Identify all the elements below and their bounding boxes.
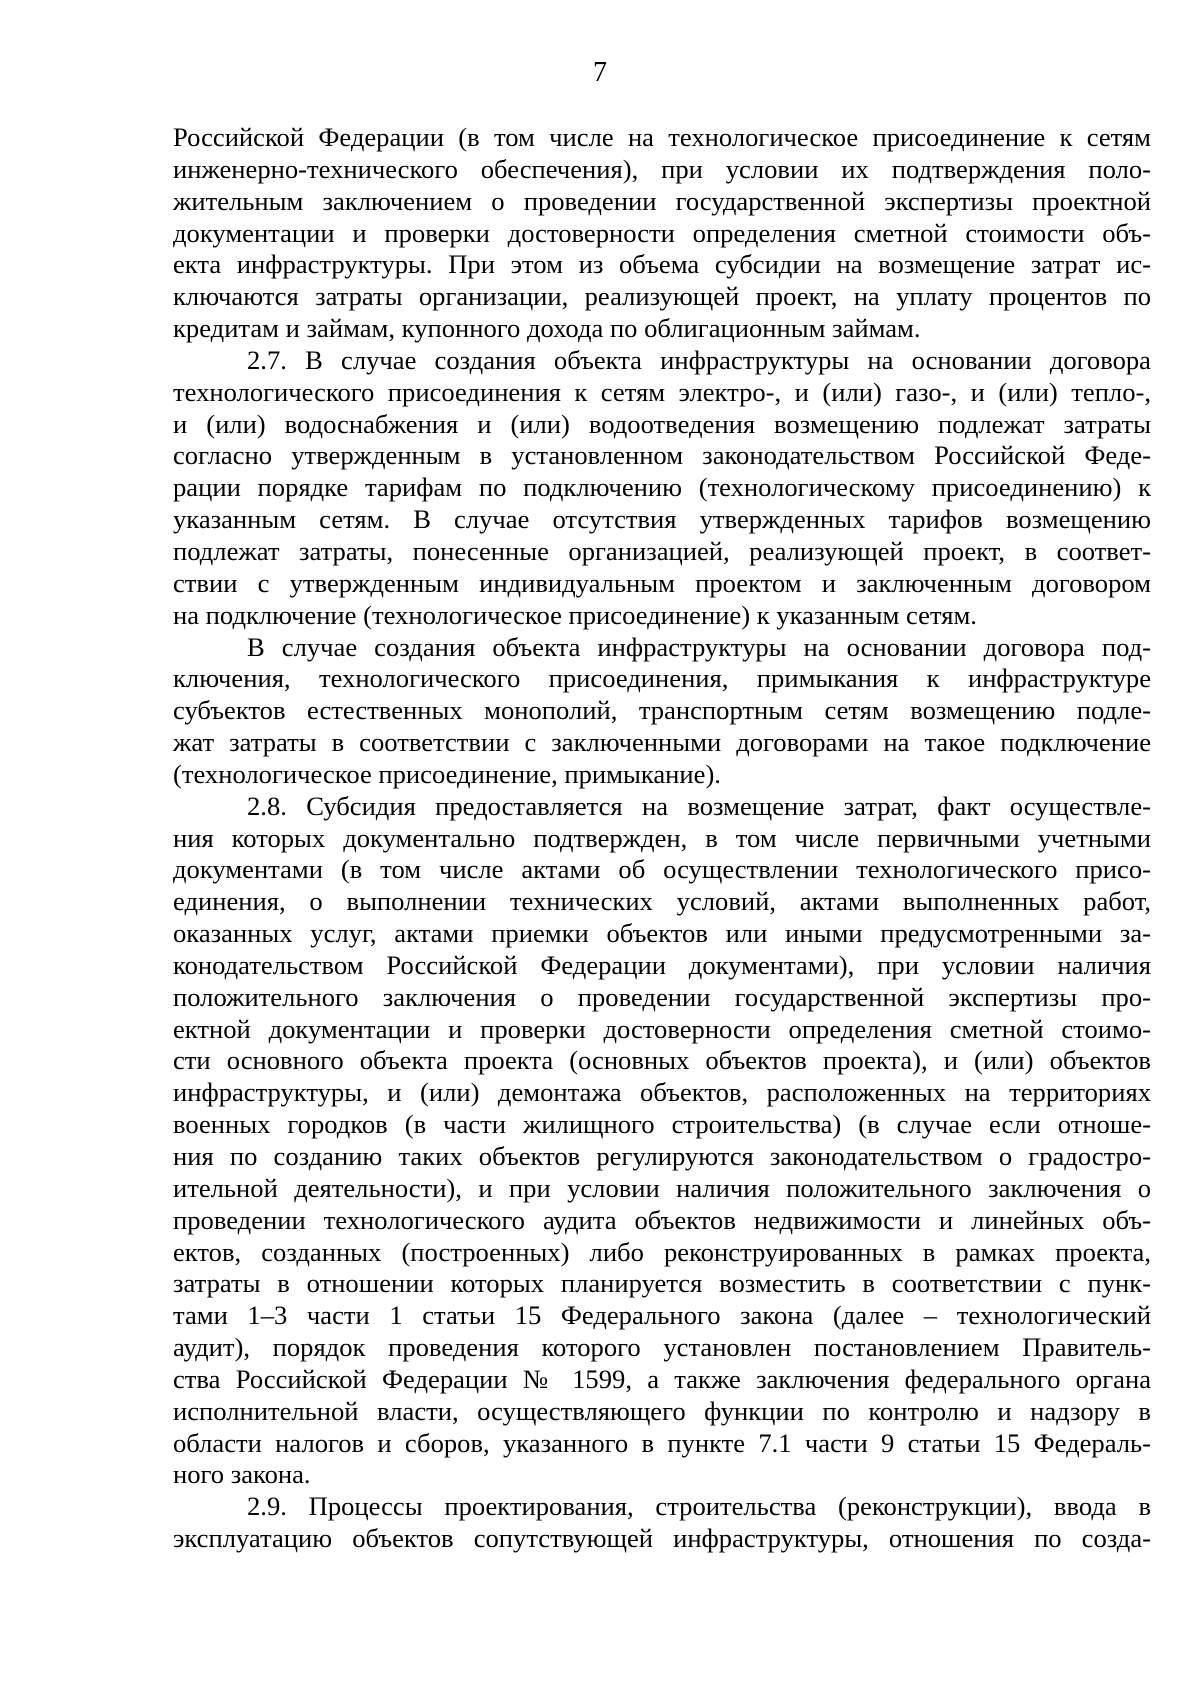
text-line: военных городков (в части жилищного строительства) (в случае если отноше- — [173, 1109, 1151, 1140]
text-line: документами (в том числе актами об осуществлении технологического присо- — [173, 854, 1151, 885]
text-line: тами 1–3 части 1 статьи 15 Федерального закона (далее – технологический — [173, 1300, 1151, 1331]
text-line: (технологическое присоединение, примыкание). — [173, 758, 721, 789]
text-line: екта инфраструктуры. При этом из объема субсидии на возмещение затрат ис- — [173, 249, 1151, 280]
text-line: ключаются затраты организации, реализующей проект, на уплату процентов по — [173, 281, 1151, 312]
text-line: субъектов естественных монополий, транспортным сетям возмещению подле- — [173, 695, 1151, 726]
text-line: кредитам и займам, купонного дохода по облигационным займам. — [173, 313, 921, 344]
text-line: ствии с утвержденным индивидуальным проектом и заключенным договором — [173, 567, 1151, 598]
text-line: рации порядке тарифам по подключению (технологическому присоединению) к — [173, 472, 1151, 503]
text-line: на подключение (технологическое присоединение) к указанным сетям. — [173, 599, 977, 630]
text-line: ключения, технологического присоединения, примыкания к инфраструктуре — [173, 663, 1151, 694]
text-line: конодательством Российской Федерации документами), при условии наличия — [173, 949, 1151, 980]
text-line: затраты в отношении которых планируется возместить в соответствии с пунк- — [173, 1268, 1151, 1299]
text-line: ства Российской Федерации № 1599, а также заключения федерального органа — [173, 1363, 1151, 1394]
text-line: 2.9. Процессы проектирования, строительства (реконструкции), ввода в — [247, 1491, 1151, 1522]
text-line: 2.7. В случае создания объекта инфраструктуры на основании договора — [247, 344, 1151, 375]
text-line: области налогов и сборов, указанного в пункте 7.1 части 9 статьи 15 Федераль- — [173, 1427, 1151, 1458]
text-line: Российской Федерации (в том числе на технологическое присоединение к сетям — [173, 122, 1151, 152]
text-line: подлежат затраты, понесенные организацией, реализующей проект, в соответ- — [173, 535, 1151, 566]
text-line: указанным сетям. В случае отсутствия утвержденных тарифов возмещению — [173, 504, 1151, 535]
text-line: 2.8. Субсидия предоставляется на возмещение затрат, факт осуществле- — [247, 790, 1151, 821]
text-line: исполнительной власти, осуществляющего функции по контролю и надзору в — [173, 1395, 1151, 1426]
text-line: положительного заключения о проведении государственной экспертизы про- — [173, 981, 1151, 1012]
text-line: проведении технологического аудита объектов недвижимости и линейных объ- — [173, 1204, 1151, 1235]
text-line: жат затраты в соответствии с заключенными договорами на такое подключение — [173, 727, 1151, 758]
text-line: ного закона. — [173, 1459, 311, 1490]
text-line: оказанных услуг, актами приемки объектов или иными предусмотренными за- — [173, 918, 1151, 949]
text-line: ния по созданию таких объектов регулируются законодательством о градостро- — [173, 1141, 1151, 1171]
text-line: аудит), порядок проведения которого установлен постановлением Правитель- — [173, 1332, 1151, 1363]
text-line: ектов, созданных (построенных) либо реконструированных в рамках проекта, — [173, 1236, 1151, 1267]
text-line: ектной документации и проверки достоверности определения сметной стоимо- — [173, 1013, 1151, 1044]
text-line: эксплуатацию объектов сопутствующей инфраструктуры, отношения по созда- — [173, 1523, 1151, 1554]
text-line: ния которых документально подтвержден, в том числе первичными учетными — [173, 822, 1151, 853]
document-body — [173, 122, 1151, 1555]
text-line: документации и проверки достоверности определения сметной стоимости объ- — [173, 217, 1151, 248]
text-line: сти основного объекта проекта (основных объектов проекта), и (или) объектов — [173, 1045, 1151, 1076]
text-line: технологического присоединения к сетям электро-, и (или) газо-, и (или) тепло-, — [173, 376, 1151, 407]
text-line: единения, о выполнении технических условий, актами выполненных работ, — [173, 886, 1151, 917]
text-line: и (или) водоснабжения и (или) водоотведения возмещению подлежат затраты — [173, 408, 1151, 439]
text-line: В случае создания объекта инфраструктуры на основании договора под- — [247, 631, 1151, 662]
text-line: ительной деятельности), и при условии наличия положительного заключения о — [173, 1172, 1151, 1203]
text-line: согласно утвержденным в установленном законодательством Российской Феде- — [173, 440, 1151, 471]
text-line: инженерно-технического обеспечения), при условии их подтверждения поло- — [173, 153, 1151, 184]
text-line: инфраструктуры, и (или) демонтажа объектов, расположенных на территориях — [173, 1077, 1151, 1108]
page-number: 7 — [593, 57, 607, 88]
text-line: жительным заключением о проведении государственной экспертизы проектной — [173, 185, 1151, 216]
